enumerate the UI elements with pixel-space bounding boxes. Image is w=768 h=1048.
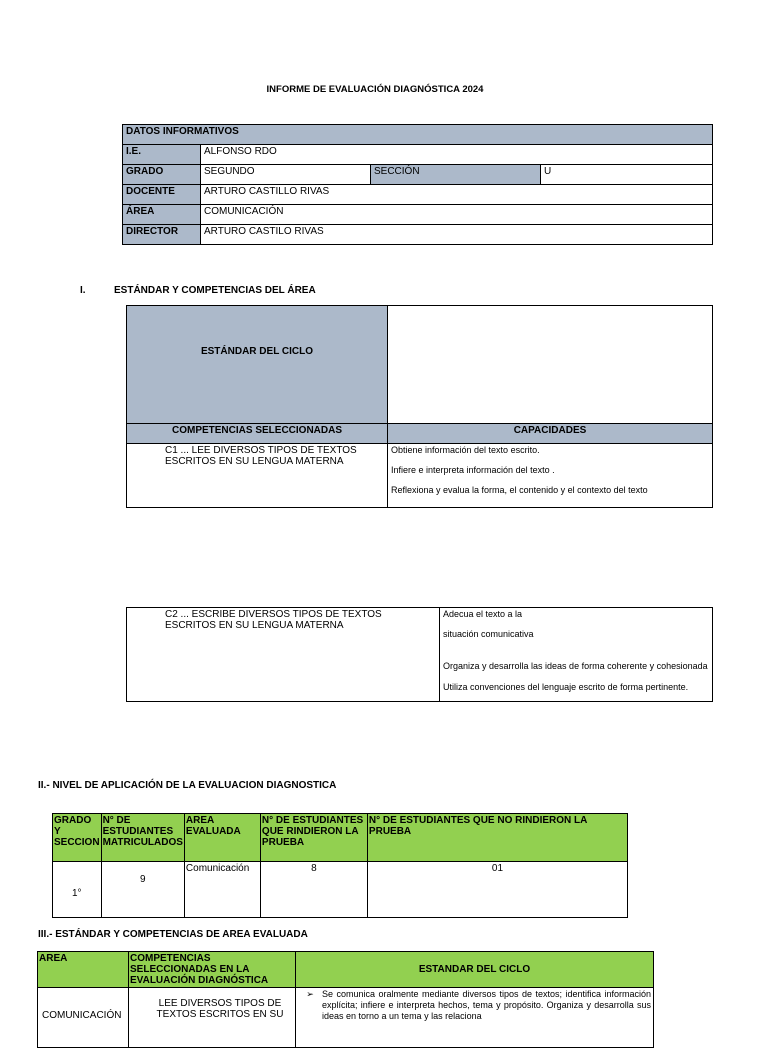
c1-capacidad-1: Obtiene información del texto escrito. — [391, 445, 540, 455]
competencias-table-c2 — [126, 607, 713, 702]
c1-capacidad-2: Infiere e interpreta información del texto . — [391, 465, 555, 475]
cell-estandar-texto — [296, 988, 654, 1048]
cell-matriculados: 9 — [101, 862, 184, 918]
header-no-rindieron: N° DE ESTUDIANTES QUE NO RINDIERON LA PRUEBA — [367, 814, 627, 862]
area-label: ÁREA — [123, 205, 201, 225]
header-area: AREA — [38, 952, 129, 988]
section1-title: ESTÁNDAR Y COMPETENCIAS DEL ÁREA — [114, 285, 316, 296]
header-rindieron: N° DE ESTUDIANTES QUE RINDIERON LA PRUEBA — [260, 814, 367, 862]
director-label: DIRECTOR — [123, 225, 201, 245]
bullet-arrow-icon: ➢ — [306, 989, 314, 999]
section1-number: I. — [80, 285, 86, 296]
section3-title: III.- ESTÁNDAR Y COMPETENCIAS DE AREA EVALUADA — [38, 929, 308, 940]
nivel-aplicacion-table — [52, 813, 628, 918]
estandar-ciclo-label: ESTÁNDAR DEL CICLO — [127, 306, 388, 424]
datos-header: DATOS INFORMATIVOS — [123, 125, 713, 145]
seccion-label: SECCIÓN — [371, 165, 541, 185]
section2-title: II.- NIVEL DE APLICACIÓN DE LA EVALUACION DIAGNOSTICA — [38, 780, 337, 791]
page-title: INFORME DE EVALUACIÓN DIAGNÓSTICA 2024 — [266, 84, 484, 95]
cell-rindieron: 8 — [260, 862, 367, 918]
ie-label: I.E. — [123, 145, 201, 165]
competencias-header: COMPETENCIAS SELECCIONADAS — [127, 424, 388, 444]
area-value: COMUNICACIÓN — [201, 205, 713, 225]
c1-capacidad-3: Reflexiona y evalua la forma, el contenido y el contexto del texto — [391, 485, 648, 495]
c2-capacidad-1a: Adecua el texto a la — [443, 609, 523, 619]
capacidades-c2 — [440, 608, 713, 702]
capacidades-header: CAPACIDADES — [388, 424, 713, 444]
docente-value: ARTURO CASTILLO RIVAS — [201, 185, 713, 205]
header-estandar: ESTANDAR DEL CICLO — [296, 952, 654, 988]
c2-capacidad-1b: situación comunicativa — [443, 629, 534, 639]
estandar-area-table — [37, 951, 654, 1048]
c2-capacidad-2: Organiza y desarrolla las ideas de forma coherente y cohesionada — [443, 661, 708, 671]
datos-informativos-table — [122, 124, 713, 245]
director-value: ARTURO CASTILO RIVAS — [201, 225, 713, 245]
capacidades-c1 — [388, 444, 713, 508]
estandar-ciclo-value — [388, 306, 713, 424]
competencia-c1: C1 ... LEE DIVERSOS TIPOS DE TEXTOS ESCRITOS EN SU LENGUA MATERNA — [127, 444, 388, 508]
cell-area-comunicacion: COMUNICACIÓN — [38, 988, 129, 1048]
grado-label: GRADO — [123, 165, 201, 185]
seccion-value: U — [541, 165, 713, 185]
header-area-evaluada: AREA EVALUADA — [184, 814, 260, 862]
estandar-texto: Se comunica oralmente mediante diversos tipos de textos; identifica información explícita; infiere e interpreta hechos, tema y propósito. Organiza y desarrolla sus ideas en torno a un tema y las relaciona — [322, 989, 651, 1021]
header-grado-seccion: GRADO Y SECCION — [53, 814, 102, 862]
cell-competencia-lee: LEE DIVERSOS TIPOS DE TEXTOS ESCRITOS EN SU — [129, 988, 296, 1048]
header-competencias: COMPETENCIAS SELECCIONADAS EN LA EVALUACIÓN DIAGNÓSTICA — [129, 952, 296, 988]
cell-area: Comunicación — [184, 862, 260, 918]
cell-no-rindieron: 01 — [367, 862, 627, 918]
competencias-table-c1 — [126, 305, 713, 508]
docente-label: DOCENTE — [123, 185, 201, 205]
c2-capacidad-3: Utiliza convenciones del lenguaje escrito de forma pertinente. — [443, 682, 689, 692]
header-matriculados: N° DE ESTUDIANTES MATRICULADOS — [101, 814, 184, 862]
ie-value: ALFONSO RDO — [201, 145, 713, 165]
competencia-c2: C2 ... ESCRIBE DIVERSOS TIPOS DE TEXTOS ESCRITOS EN SU LENGUA MATERNA — [127, 608, 440, 702]
grado-value: SEGUNDO — [201, 165, 371, 185]
cell-grado: 1° — [53, 862, 102, 918]
